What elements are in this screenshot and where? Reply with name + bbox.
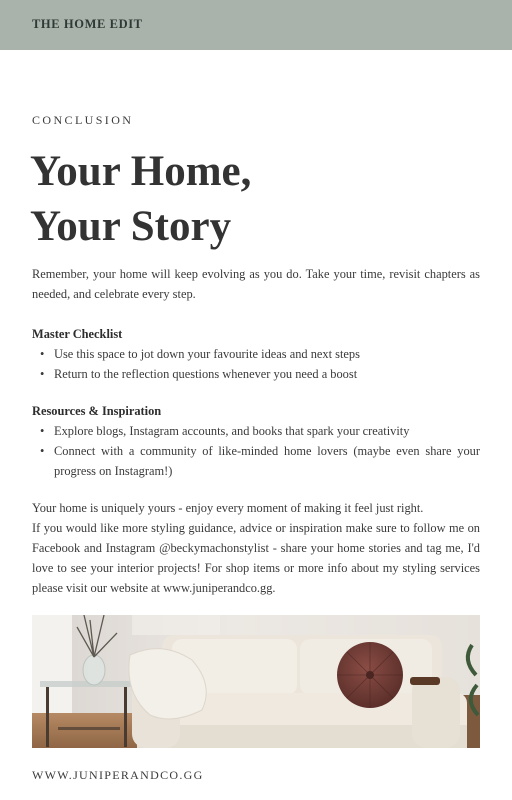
title-line-1: Your Home,: [30, 148, 252, 195]
list-item: • Use this space to jot down your favourite ideas and next steps: [54, 344, 480, 364]
checklist-list: [32, 344, 480, 384]
checklist-heading: Master Checklist: [32, 327, 123, 341]
footer-website[interactable]: WWW.JUNIPERANDCO.GG: [32, 768, 204, 782]
resources-heading: Resources & Inspiration: [32, 404, 162, 418]
list-item: • Explore blogs, Instagram accounts, and books that spark your creativity: [54, 421, 480, 441]
body-content: [32, 264, 480, 598]
list-item: • Return to the reflection questions whenever you need a boost: [54, 364, 480, 384]
resources-section: [32, 401, 480, 481]
page-header: [0, 0, 512, 50]
page-title: [30, 144, 490, 254]
intro-paragraph: Remember, your home will keep evolving as you do. Take your time, revisit chapters as needed, and celebrate every step.: [32, 267, 480, 301]
closing-paragraph: Your home is uniquely yours - enjoy every moment of making it feel just right.: [32, 501, 424, 515]
title-line-2: Your Story: [30, 203, 232, 250]
header-title: THE HOME EDIT: [32, 17, 143, 31]
section-eyebrow: CONCLUSION: [32, 113, 134, 127]
list-item: • Connect with a community of like-minded home lovers (maybe even share your progress on Instagram!): [54, 441, 480, 481]
resources-list: [32, 421, 480, 481]
living-room-photo: [32, 615, 480, 748]
follow-paragraph: If you would like more styling guidance, advice or inspiration make sure to follow me on Facebook and Instagram @beckymachonstylist - share your home stories and tag me, I'd love to see your interior projects! For shop items or more info about my styling services please visit our website at www.juniperandco.gg.: [32, 521, 480, 595]
checklist-section: [32, 324, 480, 384]
